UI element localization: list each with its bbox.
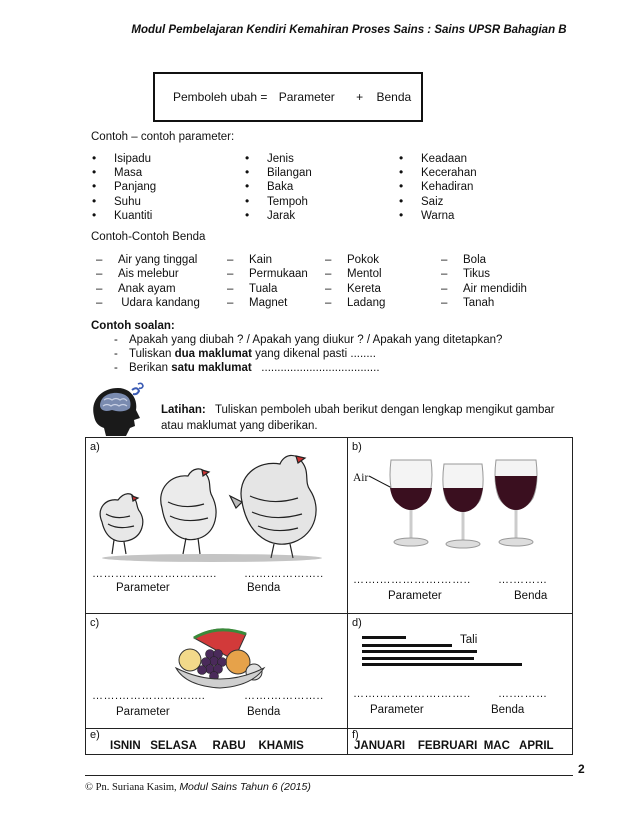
answer-dots-object: …….…………..	[244, 690, 324, 702]
cell-a	[86, 438, 348, 614]
list-item: – Udara kandang	[96, 296, 200, 310]
list-item: • Saiz	[399, 195, 477, 209]
footer-author: © Pn. Suriana Kasim,	[85, 782, 180, 793]
page-number: 2	[578, 762, 585, 776]
list-item: – Ladang	[325, 296, 385, 310]
question-3-pre: Berikan	[129, 362, 172, 374]
question-2-bold: dua maklumat	[174, 348, 252, 360]
formula-variable: Pemboleh ubah =	[173, 90, 268, 104]
question-2-pre: Tuliskan	[129, 348, 175, 360]
rope-3	[362, 650, 477, 653]
list-item: – Pokok	[325, 253, 385, 267]
rope-5	[362, 663, 522, 666]
list-item: • Isipadu	[92, 152, 156, 166]
question-1: Apakah yang diubah ? / Apakah yang diukur ? / Apakah yang ditetapkan?	[129, 334, 503, 346]
cell-b	[348, 438, 573, 614]
exercise-label: Latihan:	[161, 404, 206, 416]
exercise-instruction: Tuliskan pemboleh ubah berikut dengan lengkap mengikut gambar atau maklumat yang diberikan.	[161, 404, 555, 432]
footer-source: Modul Sains Tahun 6 (2015)	[179, 781, 311, 793]
chickens-image	[92, 452, 332, 564]
list-item: • Masa	[92, 166, 156, 180]
list-item: • Keadaan	[399, 152, 477, 166]
parameter-label: Parameter	[116, 706, 170, 718]
list-item: – Tanah	[441, 296, 527, 310]
cell-label: f)	[352, 729, 359, 741]
formula-parameter: Parameter	[278, 90, 335, 104]
object-label: Benda	[247, 582, 281, 594]
exercise-grid	[85, 437, 573, 755]
list-item	[112, 333, 502, 347]
list-item: • Warna	[399, 209, 477, 223]
params-col3	[399, 152, 477, 223]
months-list: JANUARI FEBRUARI MAC APRIL	[354, 740, 554, 752]
objects-col2	[227, 253, 308, 311]
exercise-text	[161, 402, 571, 434]
rope-label: Tali	[460, 634, 478, 646]
list-item: • Tempoh	[245, 195, 312, 209]
list-item	[112, 361, 502, 375]
list-item: • Suhu	[92, 195, 156, 209]
answer-dots-parameter: …….……………….....	[92, 690, 206, 702]
chicken-small	[100, 494, 143, 554]
question-3-post: .....................................	[251, 362, 380, 374]
parameter-label: Parameter	[370, 704, 424, 716]
glass-3	[495, 460, 537, 546]
question-3-bold: satu maklumat	[171, 362, 252, 374]
list-item: – Permukaan	[227, 267, 308, 281]
list-item: – Tikus	[441, 267, 527, 281]
page-header: Modul Pembelajaran Kendiri Kemahiran Proses Sains : Sains UPSR Bahagian B	[131, 24, 567, 36]
list-item	[112, 347, 502, 361]
formula-box	[153, 72, 423, 122]
thinking-head-icon	[88, 382, 150, 438]
days-list: ISNIN SELASA RABU KHAMIS	[110, 740, 304, 752]
list-item: – Ais melebur	[96, 267, 200, 281]
params-col1	[92, 152, 156, 223]
list-item: – Air yang tinggal	[96, 253, 200, 267]
water-label: Air	[353, 472, 369, 484]
fruit-bowl-image	[172, 624, 268, 690]
objects-col4	[441, 253, 527, 311]
cell-label: b)	[352, 441, 362, 453]
cell-d	[348, 614, 573, 729]
glass-1	[390, 460, 432, 546]
answer-dots-object: …….…………..	[244, 568, 324, 580]
list-item: – Kereta	[325, 282, 385, 296]
cell-label: c)	[90, 617, 100, 629]
params-col2	[245, 152, 312, 223]
list-item: – Kain	[227, 253, 308, 267]
list-item: – Tuala	[227, 282, 308, 296]
objects-heading: Contoh-Contoh Benda	[91, 231, 206, 243]
answer-dots-parameter: …….…………….……..	[353, 688, 471, 700]
answer-dots-parameter: ………….……….……....	[92, 568, 217, 580]
answer-dots-parameter: …….…………….……..	[353, 574, 471, 586]
question-2-post: yang dikenal pasti ........	[251, 348, 376, 360]
footer-divider	[85, 775, 573, 776]
objects-col3	[325, 253, 385, 311]
list-item: – Air mendidih	[441, 282, 527, 296]
formula-plus: +	[356, 90, 364, 104]
cell-label: a)	[90, 441, 100, 453]
wine-glasses-image	[366, 454, 566, 558]
questions-heading: Contoh soalan:	[91, 320, 175, 332]
cell-label: d)	[352, 617, 362, 629]
cell-c	[86, 614, 348, 729]
rope-1	[362, 636, 406, 639]
cell-label: e)	[90, 729, 100, 741]
cell-f	[348, 729, 573, 755]
list-item: – Bola	[441, 253, 527, 267]
chicken-medium	[161, 469, 216, 554]
object-label: Benda	[514, 590, 548, 602]
list-item: • Jarak	[245, 209, 312, 223]
parameter-label: Parameter	[388, 590, 442, 602]
params-heading: Contoh – contoh parameter:	[91, 131, 235, 143]
list-item: – Magnet	[227, 296, 308, 310]
answer-dots-object: ….………	[498, 688, 548, 700]
questions-list	[112, 333, 502, 375]
parameter-label: Parameter	[116, 582, 170, 594]
list-item: • Panjang	[92, 180, 156, 194]
cell-e	[86, 729, 348, 755]
footer	[85, 781, 311, 793]
list-item: • Kuantiti	[92, 209, 156, 223]
list-item: • Kecerahan	[399, 166, 477, 180]
object-label: Benda	[491, 704, 525, 716]
list-item: • Bilangan	[245, 166, 312, 180]
list-item: • Baka	[245, 180, 312, 194]
rope-4	[362, 657, 474, 660]
list-item: – Anak ayam	[96, 282, 200, 296]
rope-2	[362, 644, 452, 647]
chicken-large	[230, 455, 316, 558]
objects-col1	[96, 253, 200, 311]
answer-dots-object: ….………	[498, 574, 548, 586]
list-item: – Mentol	[325, 267, 385, 281]
list-item: • Kehadiran	[399, 180, 477, 194]
list-item: • Jenis	[245, 152, 312, 166]
formula-object: Benda	[376, 90, 412, 104]
object-label: Benda	[247, 706, 281, 718]
glass-2	[443, 464, 483, 548]
